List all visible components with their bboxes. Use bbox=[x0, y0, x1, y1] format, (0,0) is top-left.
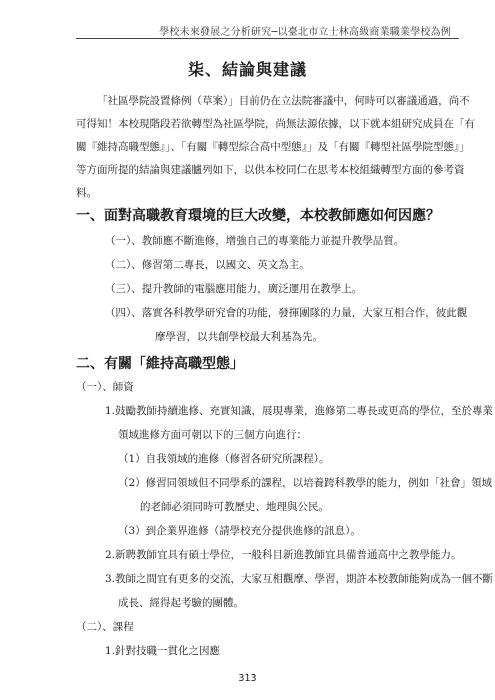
direction-item-continuation: 的老師必須同時可教歷史、地理與公民。 bbox=[140, 501, 329, 513]
list-item: （四）、落實各科教學研究會的功能，發揮團隊的力量，大家互相合作，彼此觀 bbox=[105, 307, 468, 319]
intro-line: 可得知！本校現階段若欲轉型為社區學院，尚無法源依據，以下就本組研究成員在「有 bbox=[76, 118, 475, 130]
numbered-point: 1.鼓勵教師持續進修、充實知識，展現專業，進修第二專長或更高的學位，至於專業 bbox=[105, 405, 494, 417]
intro-line: 關『維持高職型態』」、「有關『轉型綜合高中型態』」及「有關『轉型社區學院型態』」 bbox=[76, 141, 470, 153]
section-heading-teachers-response: 一、面對高職教育環境的巨大改變，本校教師應如何因應？ bbox=[76, 208, 440, 224]
list-item: （二）、修習第二專長，以國文、英文為主。 bbox=[105, 259, 310, 271]
section-heading-maintain-vocational: 二、有關「維持高職型態」 bbox=[76, 356, 244, 372]
numbered-point: 1.針對技職一貫化之因應 bbox=[105, 645, 221, 657]
list-item: （一）、教師應不斷進修，增強自己的專業能力並提升教學品質。 bbox=[105, 235, 405, 247]
page-number: 313 bbox=[238, 673, 257, 684]
list-item: （三）、提升教師的電腦應用能力，廣泛運用在教學上。 bbox=[105, 283, 363, 295]
intro-line: 料。 bbox=[76, 187, 97, 199]
intro-line: 等方面所提的結論與建議臚列如下，以供本校同仁在思考本校組織轉型方面的參考資 bbox=[76, 164, 465, 176]
numbered-point: 3.教師之間宜有更多的交流，大家互相觀摩、學習，期許本校教師能夠成為一個不斷 bbox=[105, 573, 494, 585]
numbered-point-continuation: 成長、經得起考驗的團體。 bbox=[118, 597, 244, 609]
direction-item: （1）自我領域的進修（修習各研究所課程）。 bbox=[118, 453, 330, 465]
direction-item: （2）修習同領域但不同學系的課程，以培養跨科教學的能力，例如「社會」領域 bbox=[118, 477, 493, 489]
running-header: 學校未來發展之分析研究─以臺北市立士林高級商業職業學校為例 bbox=[159, 27, 451, 38]
intro-paragraph bbox=[76, 90, 475, 205]
subheading-curriculum: （二）、課程 bbox=[76, 621, 134, 633]
list-item-continuation: 摩學習，以共創學校最大利基為先。 bbox=[155, 331, 323, 343]
header-divider bbox=[76, 38, 459, 39]
chapter-title: 柒、結論與建議 bbox=[187, 60, 307, 79]
numbered-point-continuation: 領域進修方面可朝以下的三個方向進行： bbox=[118, 429, 307, 441]
numbered-point: 2.新聘教師宜具有碩士學位，一般科目新進教師宜具備普通高中之教學能力。 bbox=[105, 549, 462, 561]
intro-line: 「社區學院設置條例（草案）」目前仍在立法院審議中，何時可以審議通過，尚不 bbox=[97, 95, 470, 107]
subheading-faculty: （一）、師資 bbox=[76, 381, 134, 393]
direction-item: （3）到企業界進修（請學校充分提供進修的訊息）。 bbox=[118, 525, 361, 537]
